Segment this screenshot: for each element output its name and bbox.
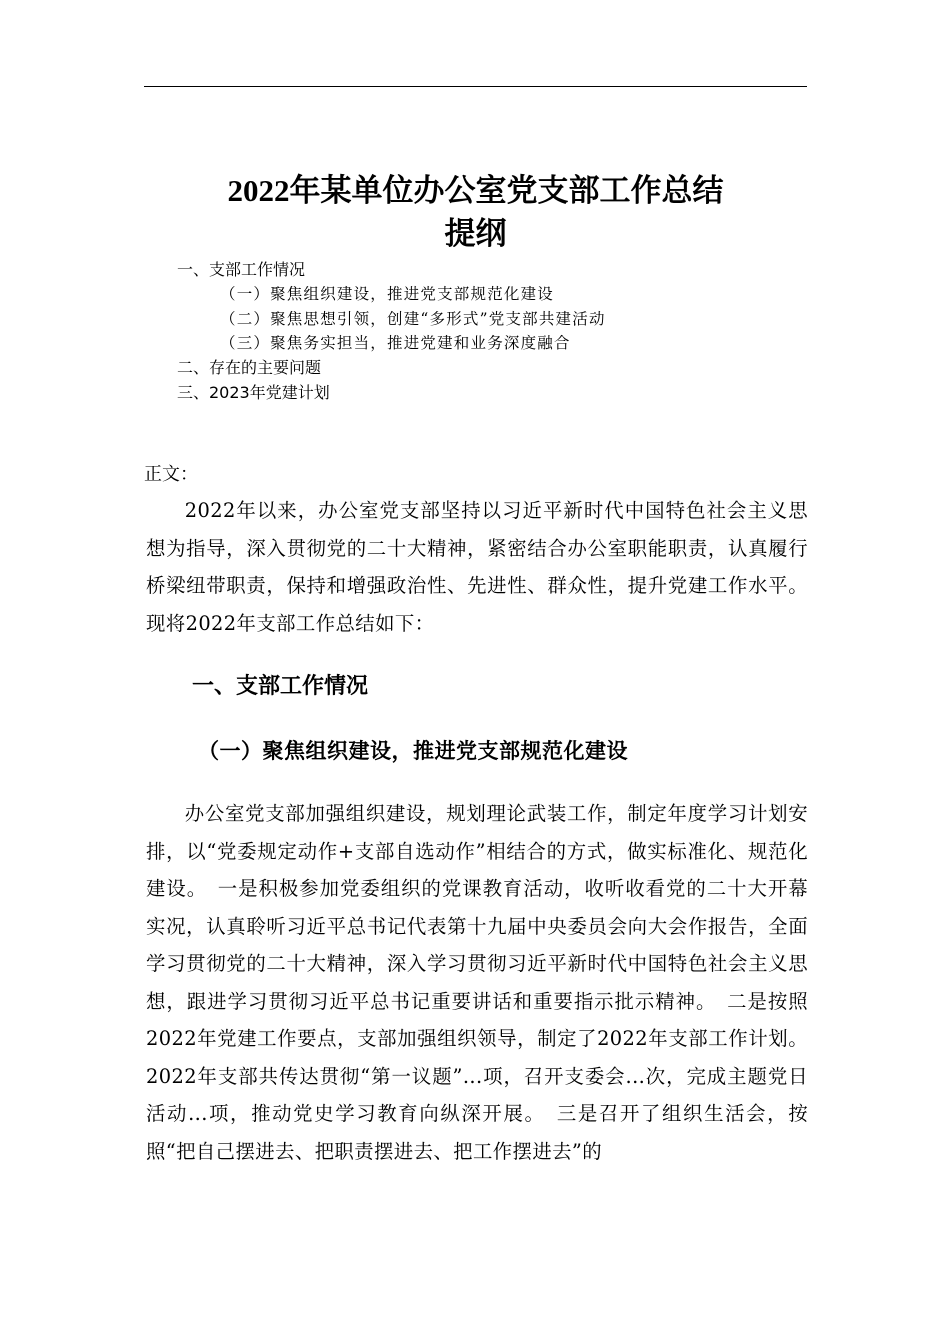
section-paragraph: 办公室党支部加强组织建设，规划理论武装工作，制定年度学习计划安排，以“党委规定动作+支部自选动作”相结合的方式，做实标准化、规范化建设。 一是积极参加党委组织的党课教育活动，收听收看党的二十大开幕实况，认真聆听习近平总书记代表第十九届中央委员会向大会作报告，全面学习贯彻党的二十大精神，深入学习贯彻习近平新时代中国特色社会主义思想，跟进学习贯彻习近平总书记重要讲话和重要指示批示精神。 二是按照2022年党建工作要点，支部加强组织领导，制定了2022年支部工作计划。2022年支部共传达贯彻“第一议题”...项，召开支委会...次，完成主题党日活动...项，推动党史学习教育向纵深开展。 三是召开了组织生活会，按照“把自己摆进去、把职责摆进去、把工作摆进去”的 (146, 802, 808, 1163)
document-title-line1: 2022年某单位办公室党支部工作总结 (227, 173, 724, 208)
subsection-heading: （一）聚焦组织建设，推进党支部规范化建设 (198, 738, 628, 763)
document-title-line2: 提纲 (444, 216, 507, 251)
section-heading: 一、支部工作情况 (192, 674, 369, 699)
header-rule (144, 86, 807, 87)
outline-subitem-3: （三）聚焦务实担当，推进党建和业务深度融合 (220, 334, 571, 352)
outline-item-2: 二、存在的主要问题 (177, 358, 322, 377)
intro-paragraph: 2022年以来，办公室党支部坚持以习近平新时代中国特色社会主义思想为指导，深入贯彻党的二十大精神，紧密结合办公室职能职责，认真履行桥梁纽带职责，保持和增强政治性、先进性、群众性，提升党建工作水平。现将2022年支部工作总结如下： (146, 499, 808, 635)
outline-subitem-1: （一）聚焦组织建设，推进党支部规范化建设 (220, 285, 555, 303)
outline-item-1: 一、支部工作情况 (177, 260, 306, 279)
outline-item-3: 三、2023年党建计划 (177, 383, 330, 402)
outline-subitem-2: （二）聚焦思想引领，创建“多形式”党支部共建活动 (220, 310, 606, 328)
body-label: 正文： (144, 464, 198, 485)
